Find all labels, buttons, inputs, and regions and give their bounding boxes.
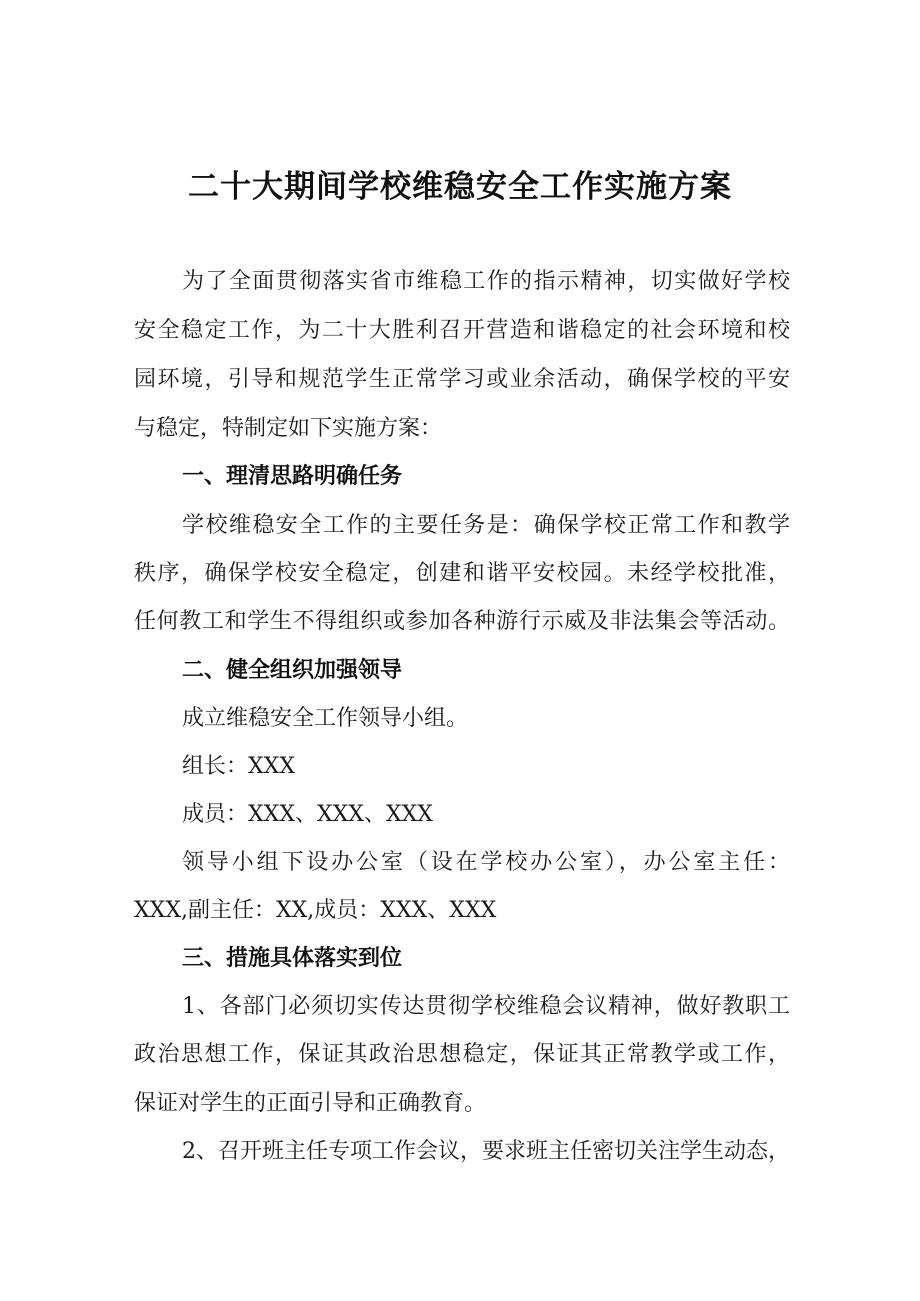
- measure-1-line-1: 1、各部门必须切实传达贯彻学校维稳会议精神，做好教职工: [182, 994, 790, 1019]
- group-leader-line: 组长：XXX: [182, 754, 295, 779]
- measure-2-line-1: 2、召开班主任专项工作会议，要求班主任密切关注学生动态，: [182, 1139, 790, 1164]
- intro-line-3: 园环境，引导和规范学生正常学习或业余活动，确保学校的平安: [134, 367, 790, 392]
- measure-1-line-2: 政治思想工作，保证其政治思想稳定，保证其正常教学或工作，: [134, 1042, 790, 1067]
- section-1-line-3: 任何教工和学生不得组织或参加各种游行示威及非法集会等活动。: [134, 609, 790, 634]
- intro-line-4: 与稳定，特制定如下实施方案：: [134, 416, 443, 441]
- section-2-paragraph-1: 成立维稳安全工作领导小组。: [182, 706, 469, 731]
- section-1-line-2: 秩序，确保学校安全稳定，创建和谐平安校园。未经学校批准，: [134, 561, 790, 586]
- intro-line-1: 为了全面贯彻落实省市维稳工作的指示精神，切实做好学校: [182, 269, 790, 294]
- document-title: 二十大期间学校维稳安全工作实施方案: [188, 169, 732, 205]
- section-1-line-1: 学校维稳安全工作的主要任务是：确保学校正常工作和教学: [182, 513, 790, 538]
- office-line-2: XXX,副主任：XX,成员：XXX、XXX: [134, 898, 497, 923]
- measure-1-line-3: 保证对学生的正面引导和正确教育。: [134, 1091, 487, 1116]
- office-line-1: 领导小组下设办公室（设在学校办公室），办公室主任：: [182, 850, 790, 875]
- section-3-heading: 三、措施具体落实到位: [182, 946, 403, 971]
- group-members-line: 成员：XXX、XXX、XXX: [182, 802, 433, 827]
- section-1-heading: 一、理清思路明确任务: [182, 464, 403, 489]
- section-2-heading: 二、健全组织加强领导: [182, 658, 403, 683]
- intro-line-2: 安全稳定工作，为二十大胜利召开营造和谐稳定的社会环境和校: [134, 318, 790, 343]
